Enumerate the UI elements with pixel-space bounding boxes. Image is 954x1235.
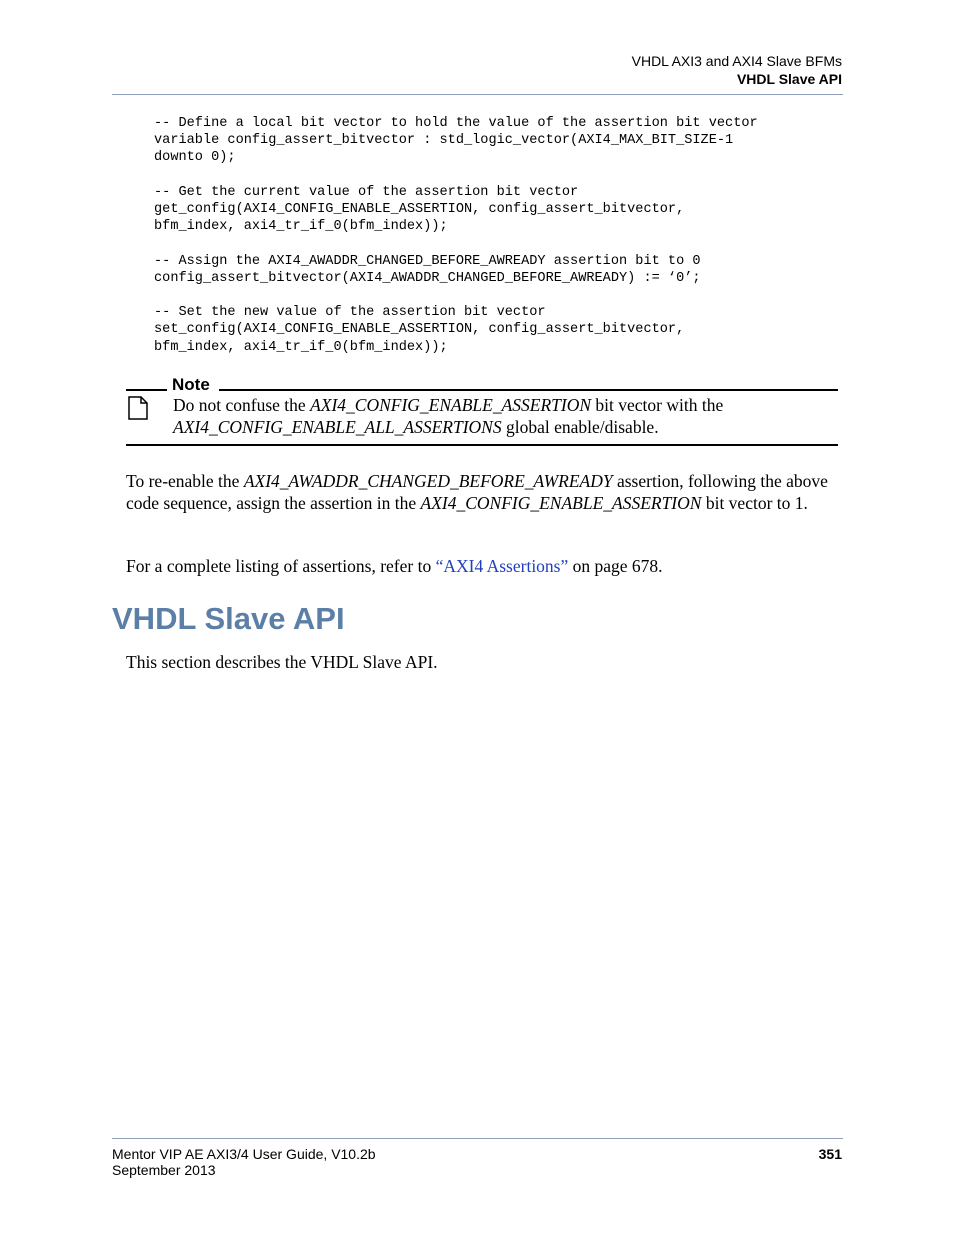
note-bottom-rule	[126, 444, 838, 446]
header-section: VHDL Slave API	[736, 71, 842, 87]
reenable-paragraph: To re-enable the AXI4_AWADDR_CHANGED_BEFORE_AWREADY assertion, following the above code sequence, assign the assertion in the AXI4_CONFIG_ENABLE_ASSERTION bit vector to 1.	[126, 471, 828, 513]
note-top-rule-left	[126, 389, 167, 391]
axi4-assertions-link[interactable]: “AXI4 Assertions”	[435, 556, 569, 576]
code-block: -- Define a local bit vector to hold the value of the assertion bit vector variable config_assert_bitvector : std_logic_vector(AXI4_MAX_BIT_SIZE-1 downto 0); -- Get the current value of the assertion bit vector get_config(AXI4_CONFIG_ENABLE_ASSERTION, config_assert_bitvector, bfm_index, axi4_tr_if_0(bfm_index)); -- Assign the AXI4_AWADDR_CHANGED_BEFORE_AWREADY assertion bit to 0 config_assert_bitvector(AXI4_AWADDR_CHANGED_BEFORE_AWREADY) := ‘0’; -- Set the new value of the assertion bit vector set_config(AXI4_CONFIG_ENABLE_ASSERTION, config_assert_bitvector, bfm_index, axi4_tr_if_0(bfm_index));	[154, 116, 758, 355]
footer-guide-title: Mentor VIP AE AXI3/4 User Guide, V10.2b	[112, 1146, 376, 1162]
section-intro-paragraph: This section describes the VHDL Slave API.	[126, 652, 438, 672]
note-title: Note	[172, 375, 210, 394]
footer-rule	[112, 1138, 843, 1139]
header-rule	[112, 94, 843, 95]
assertions-reference-paragraph: For a complete listing of assertions, refer to “AXI4 Assertions” on page 678.	[126, 556, 663, 576]
note-page-icon	[128, 396, 148, 420]
note-text: Do not confuse the AXI4_CONFIG_ENABLE_ASSERTION bit vector with the AXI4_CONFIG_ENABLE_ALL_ASSERTIONS global enable/disable.	[173, 395, 724, 437]
page-number: 351	[818, 1146, 842, 1162]
footer-date: September 2013	[112, 1162, 216, 1178]
section-heading: VHDL Slave API	[112, 601, 345, 636]
note-top-rule-right	[219, 389, 838, 391]
header-chapter: VHDL AXI3 and AXI4 Slave BFMs	[631, 53, 842, 69]
